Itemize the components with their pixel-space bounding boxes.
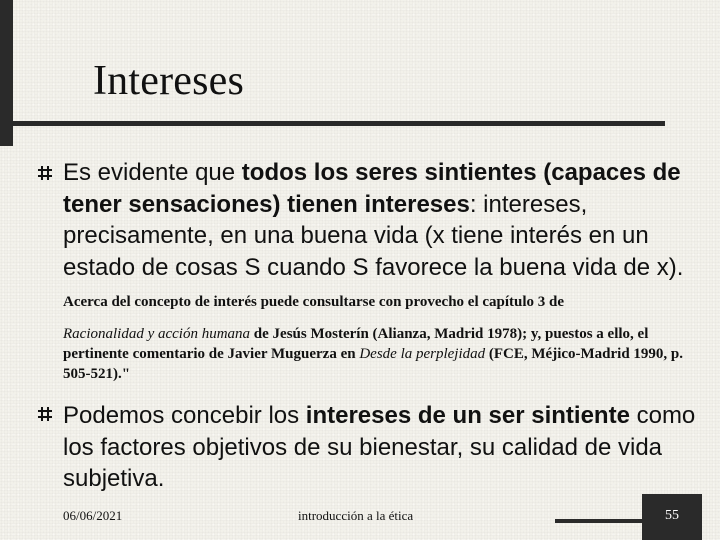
footnote-block bbox=[63, 324, 699, 384]
bullet-item-2 bbox=[63, 400, 699, 495]
page-number bbox=[642, 494, 702, 540]
footnote-book-title-2: Desde la perplejidad bbox=[359, 345, 486, 362]
footnote-book-title-1: Racionalidad y acción humana bbox=[63, 325, 251, 342]
bullet2-text-a: Podemos concebir los bbox=[63, 402, 306, 429]
slide-title: Intereses bbox=[93, 58, 245, 104]
footnote-inline: Acerca del concepto de interés puede consultarse con provecho el capítulo 3 de bbox=[63, 294, 565, 310]
page-number-rule bbox=[555, 519, 645, 523]
bullet-item-1 bbox=[63, 157, 699, 384]
title-underline-rule bbox=[0, 121, 665, 126]
bullet1-bold-text: todos los seres sintientes (capaces de tener sensaciones) tienen intereses bbox=[63, 159, 681, 218]
hash-bullet-icon bbox=[38, 407, 52, 421]
page-number-label: 55 bbox=[665, 508, 679, 523]
footer-date: 06/06/2021 bbox=[63, 508, 123, 523]
bullet1-text-c: : intereses, precisamente, en una buena vida (x tiene interés en un estado de cosas S cuando S favorece la buena vida de x). bbox=[63, 190, 684, 281]
footer-center-text: introducción a la ética bbox=[298, 508, 414, 523]
hash-bullet-icon bbox=[38, 166, 52, 180]
bullet2-bold-text: intereses de un ser sintiente bbox=[305, 402, 630, 429]
footnote-text-2: de Jesús Mosterín (Alianza, Madrid 1978); y, puestos a ello, el pertinente comentario de Javier Muguerza en bbox=[63, 325, 649, 362]
bullet1-text-a: Es evidente que bbox=[63, 159, 242, 186]
footnote-text-4: (FCE, Méjico-Madrid 1990, p. 505-521)." bbox=[63, 345, 684, 382]
bullet2-text-c: como los factores objetivos de su bienestar, su calidad de vida subjetiva. bbox=[63, 402, 696, 492]
